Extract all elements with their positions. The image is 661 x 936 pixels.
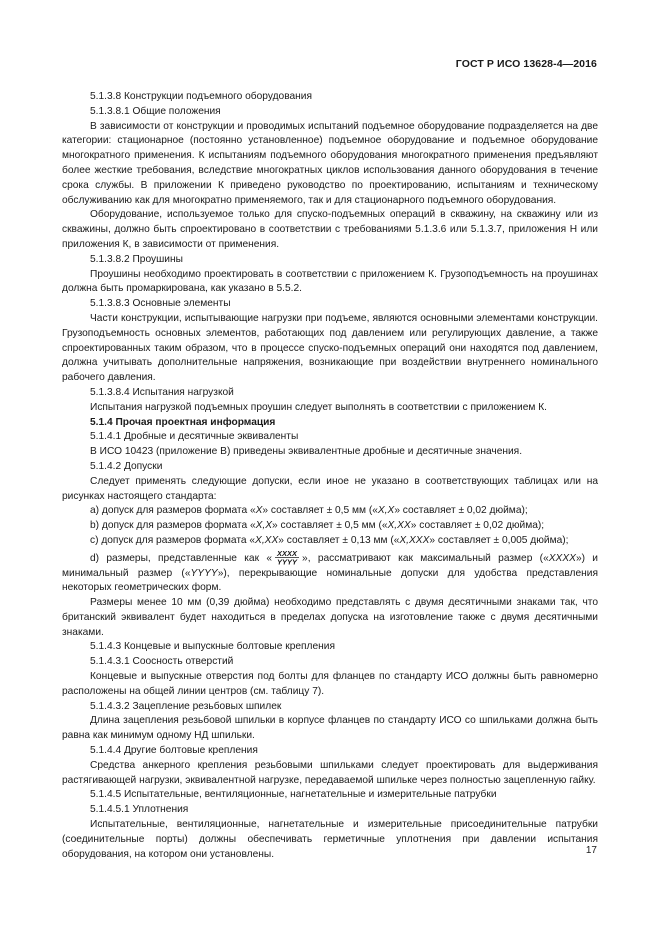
body-paragraph: Следует применять следующие допуски, если иное не указано в соответствующих таблицах или на рисунках настоящего стандарта:: [62, 475, 598, 502]
tolerance-item-d: d) размеры, представленные как « XXXX YYYY », рассматривают как максимальный размер («XXXX») и минимальный размер («YYYY»), перекрывающие номинальные допуски для удобства представления некоторых геометрических форм.: [62, 548, 598, 594]
subsection-heading: 5.1.4.3 Концевые и выпускные болтовые крепления: [90, 641, 335, 653]
svg-text:YYYY: YYYY: [277, 557, 298, 565]
body-paragraph: Испытательные, вентиляционные, нагнетательные и измерительные присоединительные патрубки (соединительные порты) должны обеспечивать герметичные уплотнения при давлении испытания оборудования, на котором они установлены.: [62, 819, 598, 860]
document-header: ГОСТ Р ИСО 13628-4—2016: [455, 58, 597, 70]
subsection-heading: 5.1.4.1 Дробные и десятичные эквиваленты: [90, 431, 299, 443]
body-paragraph: Средства анкерного крепления резьбовыми шпильками следует проектировать для выдерживания растягивающей нагрузки, эквивалентной нагрузке, передаваемой шпильке через полностью зацепленную гайку.: [62, 759, 598, 786]
subsection-heading: 5.1.4.4 Другие болтовые крепления: [90, 745, 258, 757]
subsection-heading: 5.1.4.3.2 Зацепление резьбовых шпилек: [90, 700, 282, 712]
tolerance-item-b: b) допуск для размеров формата «X,X» составляет ± 0,5 мм («X,XX» составляет ± 0,02 дюйма);: [90, 520, 545, 532]
subsection-heading: 5.1.4.3.1 Соосность отверстий: [90, 656, 234, 668]
body-paragraph: В зависимости от конструкции и проводимых испытаний подъемное оборудование подразделяется на две категории: стационарное (постоянно установленное) подъемное оборудование и подъемное оборудование многократного применения. К испытаниям подъемного оборудования многократного применения предъявляют более жесткие требования, вследствие многократных циклов использования данного оборудования в течение срока службы. В приложении К приведено руководство по проектированию, испытаниям и техническому обслуживанию как для многократно применяемого, так и для стационарного подъемного оборудования.: [62, 120, 598, 206]
document-body: [62, 90, 598, 862]
subsection-heading: 5.1.3.8.4 Испытания нагрузкой: [90, 386, 234, 398]
section-heading-bold: 5.1.4 Прочая проектная информация: [90, 416, 276, 428]
body-paragraph: Концевые и выпускные отверстия под болты для фланцев по стандарту ИСО должны быть равномерно расположены на общей линии центров (см. таблицу 7).: [62, 671, 598, 697]
svg-text:XXXX: XXXX: [277, 548, 298, 558]
tolerance-item-a: a) допуск для размеров формата «X» составляет ± 0,5 мм («X,X» составляет ± 0,02 дюйма);: [90, 505, 528, 517]
body-paragraph: Части конструкции, испытывающие нагрузки при подъеме, являются основными элементами конструкции. Грузоподъемность основных элементов, работающих под давлением или регулирующих давление, а также спроектированных таким образом, что в процессе спуско-подъемных операций они находятся под давлением, должна учитывать дополнительные напряжения, возникающие при воздействии внутреннего номинального рабочего давления.: [62, 312, 598, 384]
body-paragraph: Оборудование, используемое только для спуско-подъемных операций в скважину, на скважину или из скважины, должно быть спроектировано в соответствии с требованиями 5.1.3.6 или 5.1.3.7, приложения Н или приложения К, в зависимости от применения.: [62, 209, 598, 250]
subsection-heading: 5.1.4.5 Испытательные, вентиляционные, нагнетательные и измерительные патрубки: [90, 789, 497, 801]
subsection-heading: 5.1.4.2 Допуски: [90, 460, 163, 472]
body-paragraph: Длина зацепления резьбовой шпильки в корпусе фланцев по стандарту ИСО со шпильками должна быть равна как минимум одному НД шпильки.: [62, 715, 598, 742]
body-paragraph: Проушины необходимо проектировать в соответствии с приложением К. Грузоподъемность на проушинах должна быть промаркирована, как указано в 5.5.2.: [62, 268, 598, 295]
section-heading: 5.1.3.8 Конструкции подъемного оборудования: [90, 91, 312, 102]
body-paragraph: Размеры менее 10 мм (0,39 дюйма) необходимо представлять с двумя десятичными знаками так, что британский эквивалент будет находиться в пределах допуска на изготовление также с двумя десятичными знаками.: [62, 597, 598, 638]
subsection-heading: 5.1.3.8.3 Основные элементы: [90, 298, 231, 310]
body-paragraph: Испытания нагрузкой подъемных проушин следует выполнять в соответствии с приложением К.: [90, 401, 548, 413]
body-paragraph: В ИСО 10423 (приложение В) приведены эквивалентные дробные и десятичные значения.: [90, 446, 523, 458]
subsection-heading: 5.1.3.8.1 Общие положения: [90, 105, 221, 117]
subsection-heading: 5.1.3.8.2 Проушины: [90, 253, 183, 265]
page-number: 17: [585, 845, 597, 856]
tolerance-item-c: c) допуск для размеров формата «X,XX» составляет ± 0,13 мм («X,XXX» составляет ± 0,005 дюйма);: [90, 534, 569, 546]
stacked-dimension-glyph: [273, 549, 301, 565]
subsection-heading: 5.1.4.5.1 Уплотнения: [90, 804, 189, 816]
